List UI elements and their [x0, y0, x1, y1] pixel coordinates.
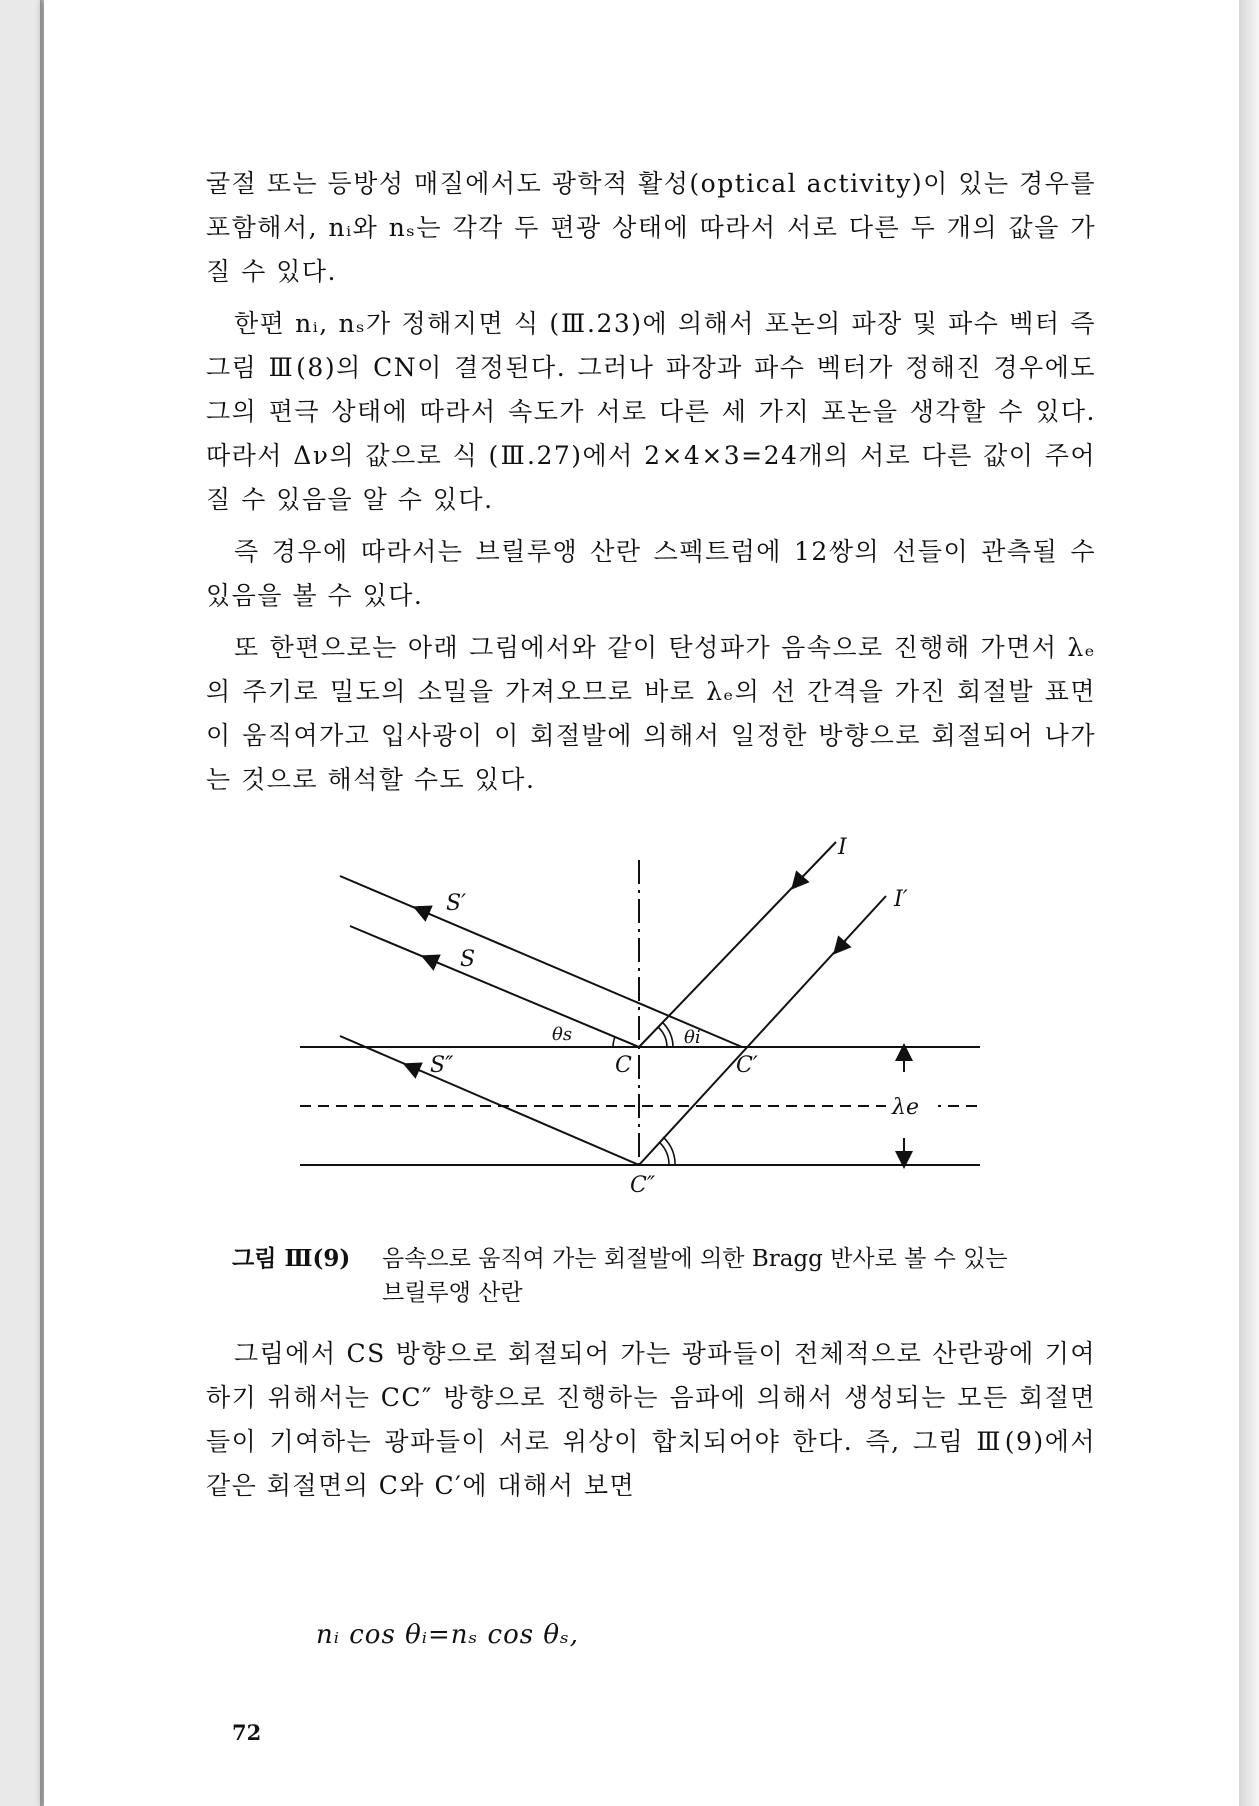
label-S-double-prime: S″ [430, 1053, 454, 1078]
arc-theta-s [613, 1037, 615, 1047]
caption-label: 그림 Ⅲ(9) [232, 1245, 351, 1272]
paragraph-5: 그림에서 CS 방향으로 회절되어 가는 광파들이 전체적으로 산란광에 기여하기 위해서는 CC″ 방향으로 진행하는 음파에 의해서 생성되는 모든 회절면들이 기여하는 광파들이 서로 위상이 합치되어야 한다. 즉, 그림 Ⅲ(9)에서 같은 회절면의 C와 C′에 대해서 보면 [206, 1339, 1096, 1500]
label-C: C [615, 1053, 632, 1078]
arrow-S [429, 959, 438, 963]
page-number: 72 [232, 1720, 262, 1745]
label-C-double-prime: C″ [630, 1173, 656, 1198]
body-text-bottom [206, 1332, 1096, 1516]
label-theta-s: θs [552, 1024, 573, 1045]
paragraph-2: 한편 nᵢ, nₛ가 정해지면 식 (Ⅲ.23)에 의해서 포논의 파장 및 파수 벡터 즉 그림 Ⅲ(8)의 CN이 결정된다. 그러나 파장과 파수 벡터가 정해진 경우에도 그의 편극 상태에 따라서 속도가 서로 다른 세 가지 포논을 생각할 수 있다. 따라서 Δν의 값으로 식 (Ⅲ.27)에서 2×4×3=24개의 서로 다른 값이 주어질 수 있음을 알 수 있다. [206, 309, 1096, 514]
label-I: I [838, 835, 847, 860]
arc-theta-i-1 [658, 1027, 667, 1047]
body-text-top [206, 162, 1096, 810]
incident-ray-I-prime [639, 896, 886, 1165]
label-S-prime: S′ [446, 891, 467, 916]
paragraph-4: 또 한편으로는 아래 그림에서와 같이 탄성파가 음속으로 진행해 가면서 λₑ의 주기로 밀도의 소밀을 가져오므로 바로 λₑ의 선 간격을 가진 회절발 표면이 움직여가고 입사광이 이 회절발에 의해서 일정한 방향으로 회절되어 나가는 것으로 해석할 수도 있다. [206, 633, 1096, 794]
scattered-ray-S [350, 926, 639, 1047]
scattered-ray-S-double-prime [340, 1036, 639, 1165]
arc-bottom-1 [659, 1142, 669, 1165]
page-edge [1239, 0, 1259, 1806]
figure-svg [290, 835, 1010, 1210]
label-S: S [460, 947, 476, 972]
arrow-I [797, 875, 804, 883]
label-C-prime: C′ [736, 1053, 758, 1078]
figure-caption [232, 1242, 1092, 1310]
arrow-I-prime [839, 940, 846, 948]
paragraph-3: 즉 경우에 따라서는 브릴루앵 산란 스펙트럼에 12쌍의 선들이 관측될 수 있음을 볼 수 있다. [206, 537, 1096, 610]
caption-line-2: 브릴루앵 산란 [382, 1280, 523, 1306]
label-theta-i: θi [684, 1027, 701, 1048]
caption-line-1: 음속으로 움직여 가는 회절발에 의한 Bragg 반사로 볼 수 있는 [382, 1246, 1008, 1272]
equation: nᵢ cos θᵢ=nₛ cos θₛ, [316, 1620, 580, 1650]
label-lambda-e: λe [892, 1095, 919, 1120]
paragraph-1: 굴절 또는 등방성 매질에서도 광학적 활성(optical activity)이 있는 경우를 포함해서, nᵢ와 nₛ는 각각 두 편광 상태에 따라서 서로 다른 두 개의 값을 가질 수 있다. [206, 169, 1096, 286]
bragg-diffraction-figure [290, 835, 1010, 1210]
scattered-ray-S-prime [340, 876, 742, 1047]
label-I-prime: I′ [894, 887, 908, 912]
